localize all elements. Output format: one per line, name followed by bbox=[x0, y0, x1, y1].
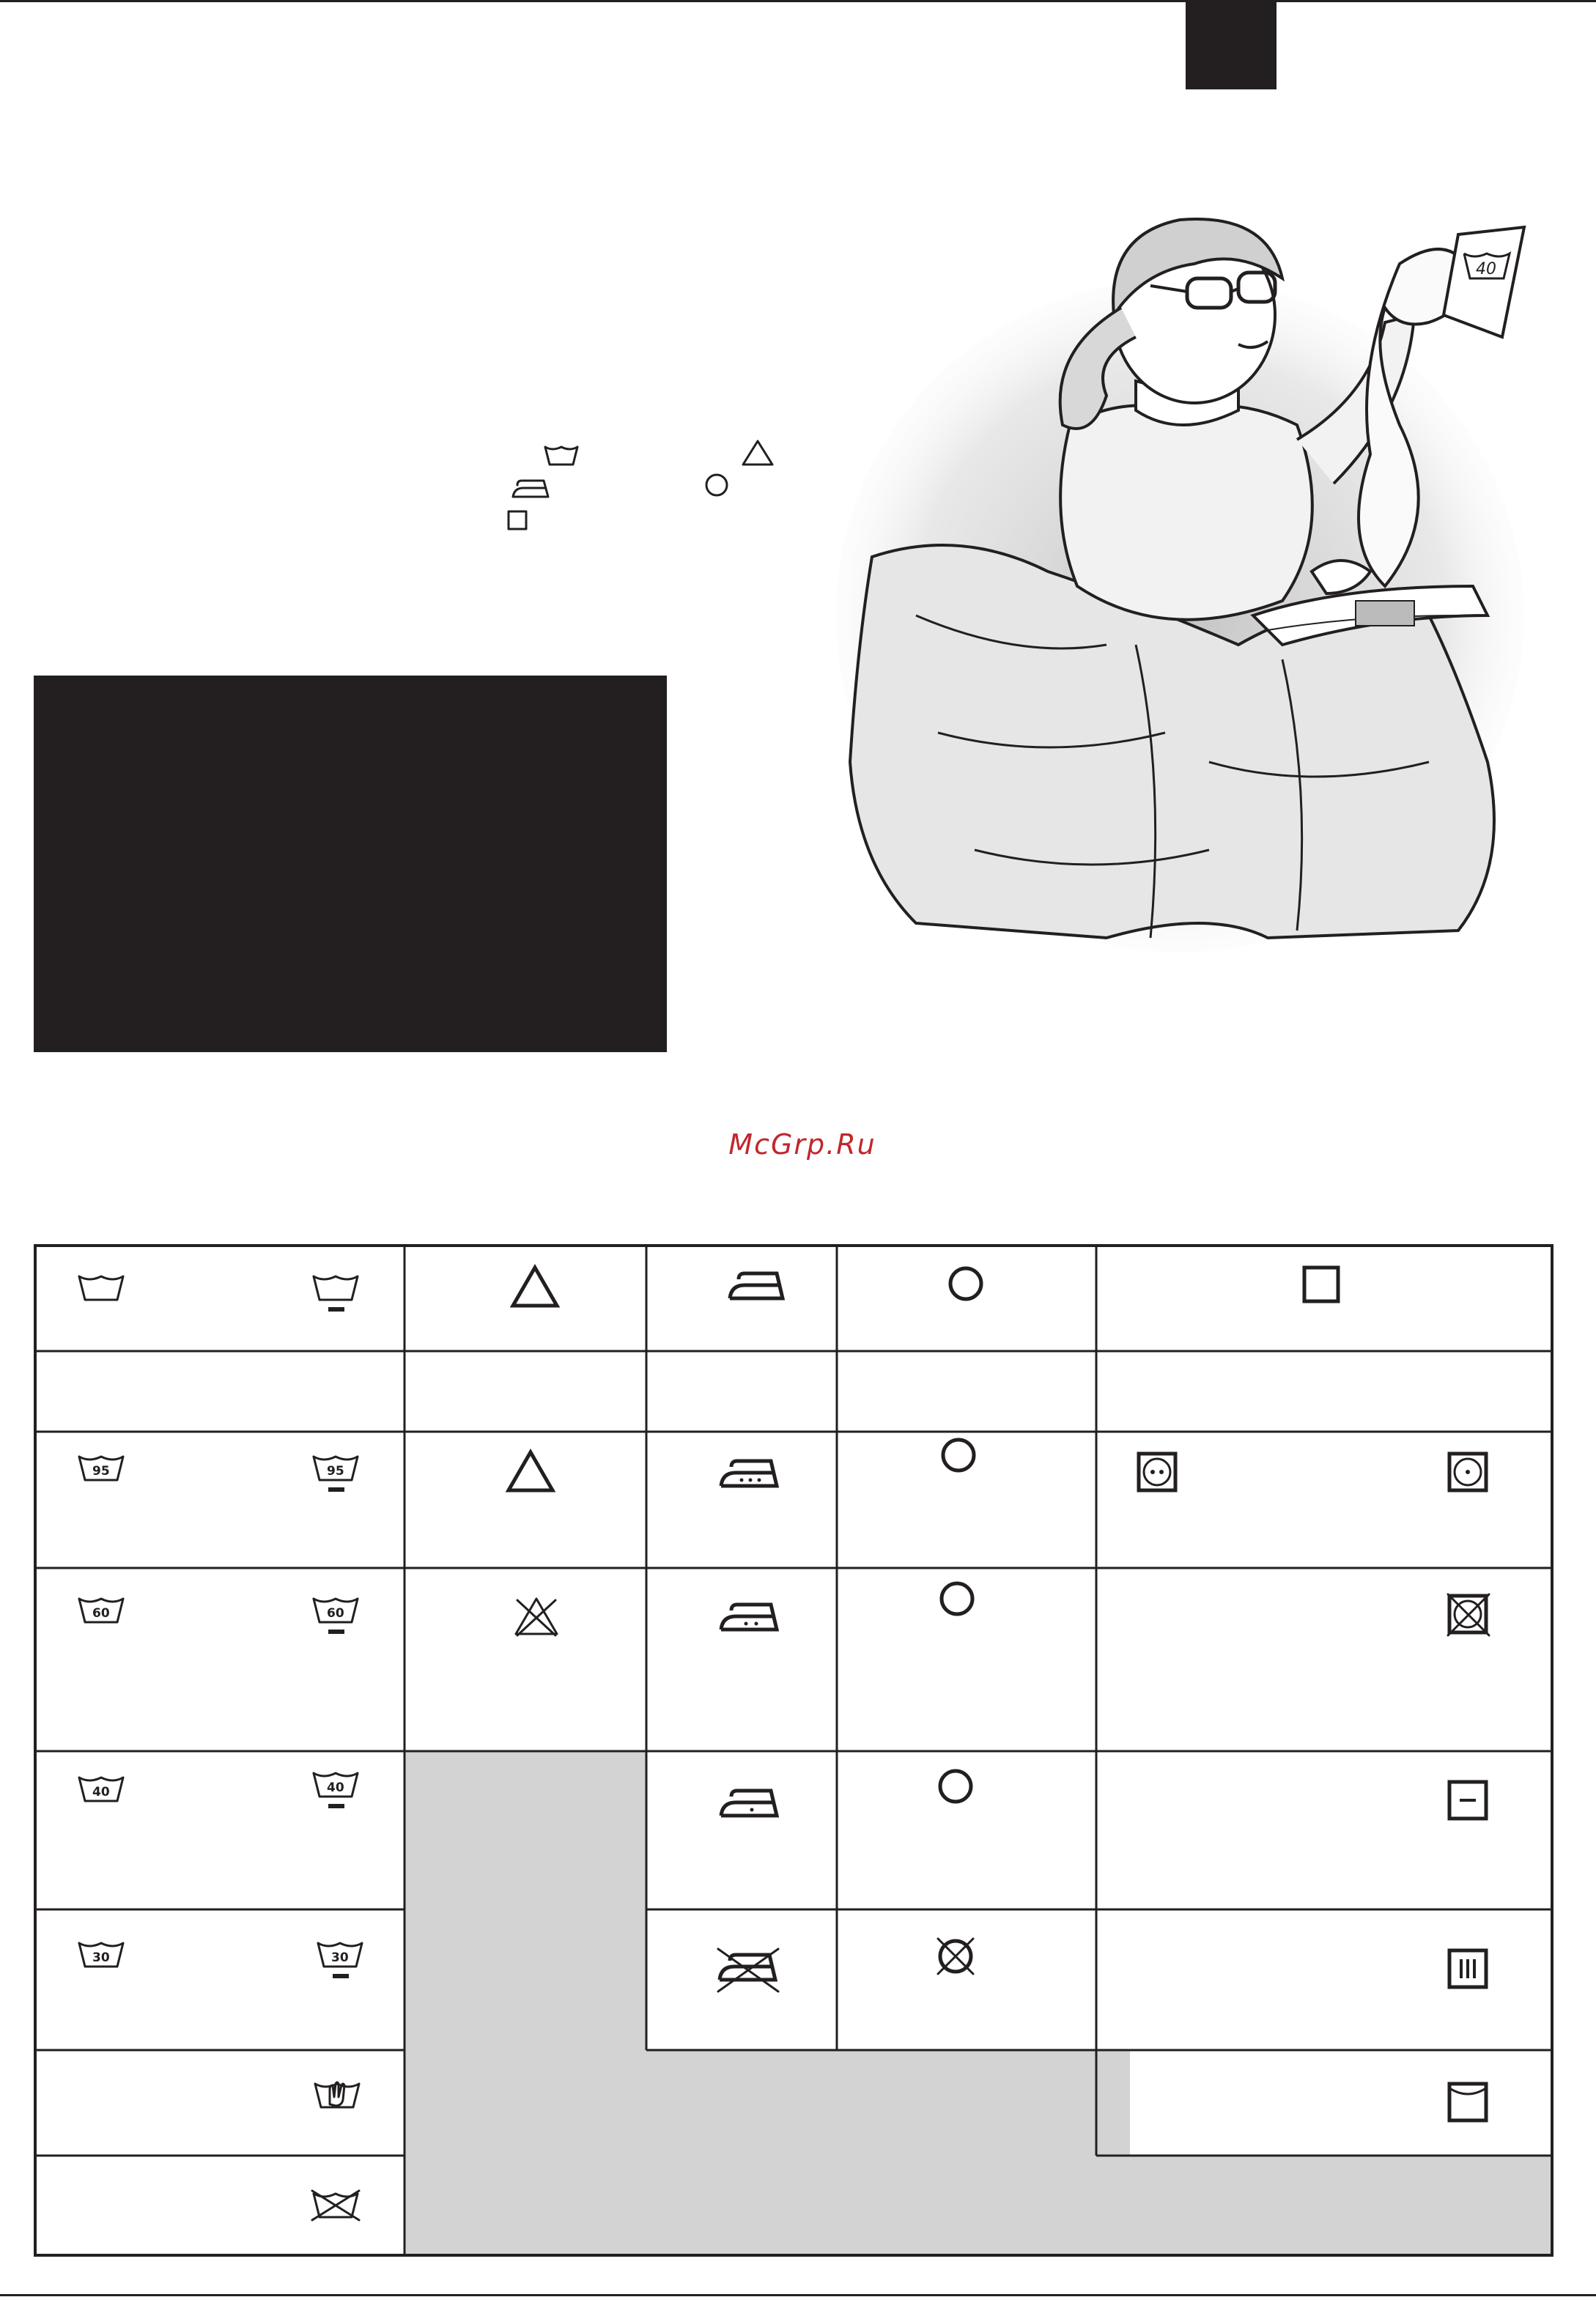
wash-60-icon bbox=[79, 1599, 123, 1622]
iron-two-dots-icon bbox=[721, 1605, 777, 1630]
circle-icon bbox=[703, 472, 730, 498]
tag-temperature: 40 bbox=[1476, 260, 1496, 278]
wash-40-bar-icon bbox=[314, 1773, 358, 1808]
dry-clean-circle-icon bbox=[950, 1268, 981, 1299]
no-wash-icon bbox=[312, 2191, 359, 2220]
wash-95-icon bbox=[79, 1457, 123, 1480]
iron-icon bbox=[509, 476, 553, 500]
svg-text:30: 30 bbox=[92, 1950, 110, 1965]
page-tab-marker bbox=[1186, 0, 1277, 89]
tumble-dry-low-icon bbox=[1449, 1454, 1486, 1490]
svg-text:95: 95 bbox=[92, 1464, 110, 1479]
iron-one-dot-icon bbox=[721, 1791, 777, 1816]
no-tumble-dry-icon bbox=[1448, 1594, 1489, 1635]
dry-clean-circle-icon bbox=[940, 1771, 971, 1802]
svg-text:40: 40 bbox=[92, 1785, 110, 1799]
svg-text:95: 95 bbox=[327, 1464, 344, 1479]
no-iron-icon bbox=[718, 1949, 778, 1991]
wash-tub-icon bbox=[542, 443, 580, 467]
line-dry-icon bbox=[1449, 2084, 1486, 2120]
bleach-allowed-icon bbox=[509, 1452, 553, 1490]
square-icon bbox=[506, 508, 529, 532]
drip-dry-icon bbox=[1449, 1950, 1486, 1987]
bleach-triangle-icon bbox=[513, 1268, 557, 1306]
wash-30-icon bbox=[79, 1943, 123, 1967]
svg-text:60: 60 bbox=[327, 1606, 344, 1621]
dry-flat-icon bbox=[1449, 1782, 1486, 1819]
no-bleach-icon bbox=[516, 1599, 557, 1635]
hand-wash-icon bbox=[315, 2082, 359, 2107]
wash-95-bar-icon bbox=[314, 1457, 358, 1492]
svg-text:30: 30 bbox=[331, 1950, 349, 1965]
wash-tub-bar-icon bbox=[314, 1276, 358, 1312]
iron-three-dots-icon bbox=[721, 1461, 777, 1486]
wash-tub-icon bbox=[79, 1276, 123, 1300]
tumble-dry-high-icon bbox=[1139, 1454, 1175, 1490]
illustration-woman-with-laundry bbox=[828, 205, 1561, 967]
top-rule bbox=[0, 0, 1596, 2]
wash-40-icon bbox=[79, 1778, 123, 1801]
dry-clean-circle-icon bbox=[942, 1583, 972, 1614]
dry-square-icon bbox=[1304, 1268, 1338, 1301]
iron-icon bbox=[730, 1273, 783, 1298]
wash-30-bar-icon bbox=[318, 1943, 362, 1978]
dry-clean-circle-icon bbox=[943, 1440, 974, 1471]
no-dry-clean-icon bbox=[938, 1939, 973, 1974]
wash-60-bar-icon bbox=[314, 1599, 358, 1634]
triangle-icon bbox=[740, 438, 775, 467]
svg-text:60: 60 bbox=[92, 1606, 110, 1621]
svg-text:40: 40 bbox=[327, 1780, 344, 1795]
watermark-link[interactable]: McGrp.Ru bbox=[728, 1128, 876, 1161]
care-symbols-table bbox=[34, 1244, 1553, 2257]
bottom-rule bbox=[0, 2294, 1596, 2296]
dark-notice-panel bbox=[34, 676, 667, 1052]
